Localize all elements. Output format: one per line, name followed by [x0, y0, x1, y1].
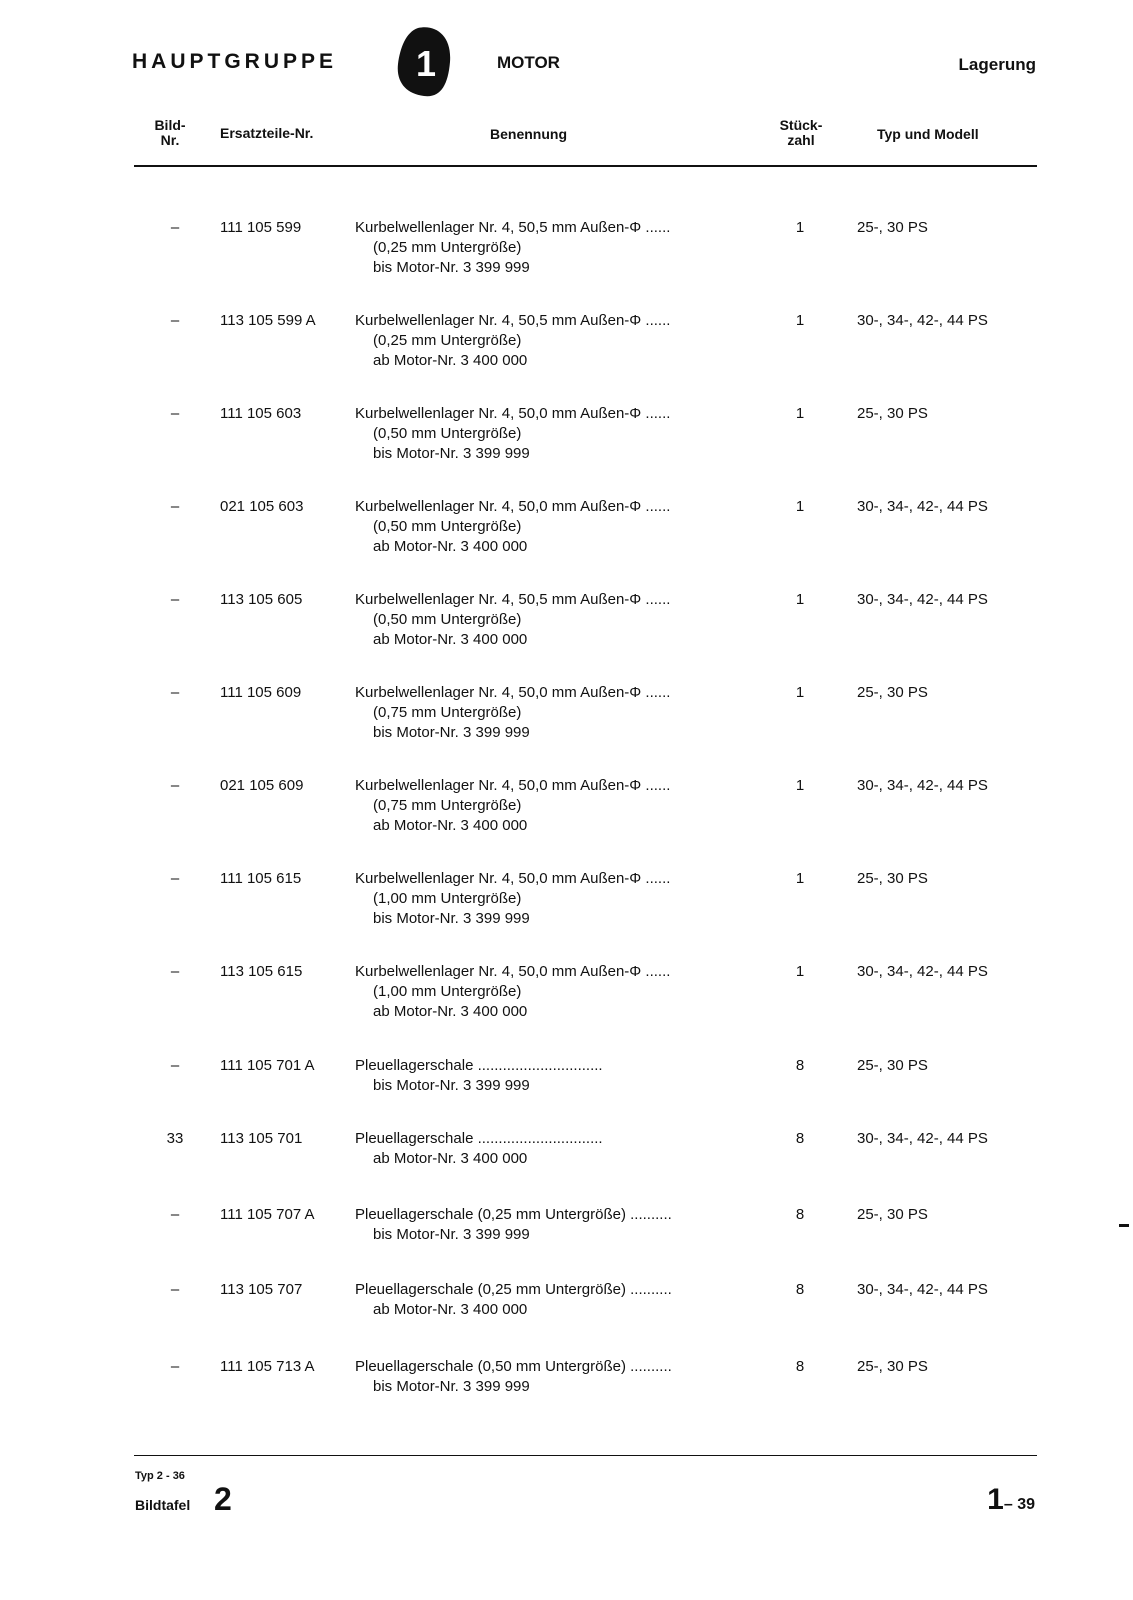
- description: [355, 1129, 761, 1169]
- type-model: 25-, 30 PS: [857, 219, 928, 236]
- description-detail: ab Motor-Nr. 3 400 000: [373, 1301, 528, 1318]
- footer-bildtafel-number: 2: [214, 1481, 232, 1517]
- page-number: [987, 1483, 1035, 1517]
- description-detail: bis Motor-Nr. 3 399 999: [373, 445, 530, 462]
- bild-nr: –: [170, 684, 180, 701]
- description-main: Kurbelwellenlager Nr. 4, 50,0 mm Außen-Φ ......: [355, 870, 671, 887]
- part-number: 113 105 701: [220, 1130, 303, 1147]
- description-detail: (0,50 mm Untergröße): [373, 611, 522, 628]
- footer-typ: Typ 2 - 36: [135, 1470, 185, 1482]
- description: [355, 497, 761, 557]
- bild-nr: –: [170, 219, 180, 236]
- quantity: 1: [795, 777, 805, 794]
- part-number: 111 105 603: [220, 405, 302, 422]
- quantity: 1: [795, 498, 805, 515]
- type-model: 25-, 30 PS: [857, 405, 928, 422]
- quantity: 1: [795, 963, 805, 980]
- description-main: Kurbelwellenlager Nr. 4, 50,0 mm Außen-Φ ......: [355, 963, 671, 980]
- description-detail: ab Motor-Nr. 3 400 000: [373, 1003, 528, 1020]
- description: [355, 776, 761, 836]
- description-detail: (0,25 mm Untergröße): [373, 332, 522, 349]
- part-number: 113 105 707: [220, 1281, 303, 1298]
- bild-nr: –: [170, 498, 180, 515]
- quantity: 1: [795, 684, 805, 701]
- type-model: 30-, 34-, 42-, 44 PS: [857, 1130, 988, 1147]
- part-number: 111 105 713 A: [220, 1358, 315, 1375]
- part-number: 021 105 609: [220, 777, 304, 794]
- description-detail: (1,00 mm Untergröße): [373, 890, 522, 907]
- quantity: 8: [795, 1057, 805, 1074]
- type-model: 25-, 30 PS: [857, 1358, 928, 1375]
- part-number: 111 105 599: [220, 219, 302, 236]
- header-divider: [134, 165, 1037, 167]
- description-main: Pleuellagerschale ..............................: [355, 1057, 603, 1074]
- description: [355, 1280, 761, 1320]
- description-main: Kurbelwellenlager Nr. 4, 50,5 mm Außen-Φ ......: [355, 312, 671, 329]
- description-detail: bis Motor-Nr. 3 399 999: [373, 724, 530, 741]
- bild-nr: –: [170, 405, 180, 422]
- description-main: Kurbelwellenlager Nr. 4, 50,0 mm Außen-Φ ......: [355, 405, 671, 422]
- group-number-badge: [396, 26, 452, 98]
- col-header-benennung: Benennung: [490, 126, 567, 142]
- description-main: Kurbelwellenlager Nr. 4, 50,5 mm Außen-Φ ......: [355, 591, 671, 608]
- description: [355, 590, 761, 650]
- bild-nr: –: [170, 1358, 180, 1375]
- description-detail: ab Motor-Nr. 3 400 000: [373, 631, 528, 648]
- page-number-major: 1: [987, 1483, 1004, 1516]
- type-model: 25-, 30 PS: [857, 870, 928, 887]
- page-number-minor: – 39: [1003, 1496, 1035, 1513]
- bild-nr: –: [170, 777, 180, 794]
- type-model: 30-, 34-, 42-, 44 PS: [857, 777, 988, 794]
- part-number: 113 105 605: [220, 591, 303, 608]
- type-model: 30-, 34-, 42-, 44 PS: [857, 498, 988, 515]
- description-detail: ab Motor-Nr. 3 400 000: [373, 1150, 528, 1167]
- description-detail: (0,75 mm Untergröße): [373, 797, 522, 814]
- col-header-stueckzahl: Stück- zahl: [779, 117, 823, 148]
- description-main: Pleuellagerschale (0,25 mm Untergröße) ..........: [355, 1281, 672, 1298]
- footer-bildtafel-label: Bildtafel: [135, 1497, 191, 1513]
- type-model: 30-, 34-, 42-, 44 PS: [857, 591, 988, 608]
- quantity: 1: [795, 591, 805, 608]
- bild-nr: 33: [166, 1130, 184, 1147]
- type-model: 25-, 30 PS: [857, 1057, 928, 1074]
- description-main: Kurbelwellenlager Nr. 4, 50,0 mm Außen-Φ ......: [355, 777, 671, 794]
- group-label: HAUPTGRUPPE: [132, 50, 338, 73]
- part-number: 111 105 701 A: [220, 1057, 315, 1074]
- section-title: Lagerung: [958, 55, 1036, 74]
- description: [355, 311, 761, 371]
- description-detail: bis Motor-Nr. 3 399 999: [373, 1077, 530, 1094]
- quantity: 8: [795, 1281, 805, 1298]
- description-main: Pleuellagerschale ..............................: [355, 1130, 603, 1147]
- quantity: 1: [795, 870, 805, 887]
- bild-nr: –: [170, 870, 180, 887]
- quantity: 8: [795, 1206, 805, 1223]
- type-model: 30-, 34-, 42-, 44 PS: [857, 963, 988, 980]
- bild-nr: –: [170, 1281, 180, 1298]
- description-detail: (0,25 mm Untergröße): [373, 239, 522, 256]
- quantity: 1: [795, 312, 805, 329]
- description-detail: bis Motor-Nr. 3 399 999: [373, 1226, 530, 1243]
- part-number: 111 105 615: [220, 870, 302, 887]
- description-detail: (1,00 mm Untergröße): [373, 983, 522, 1000]
- description-main: Kurbelwellenlager Nr. 4, 50,0 mm Außen-Φ ......: [355, 684, 671, 701]
- description: [355, 1056, 761, 1096]
- type-model: 30-, 34-, 42-, 44 PS: [857, 1281, 988, 1298]
- description-detail: bis Motor-Nr. 3 399 999: [373, 1378, 530, 1395]
- description-main: Kurbelwellenlager Nr. 4, 50,0 mm Außen-Φ ......: [355, 498, 671, 515]
- type-model: 30-, 34-, 42-, 44 PS: [857, 312, 988, 329]
- description: [355, 869, 761, 929]
- page-title: MOTOR: [497, 53, 560, 72]
- group-number: 1: [415, 43, 437, 84]
- description-main: Pleuellagerschale (0,50 mm Untergröße) ..........: [355, 1358, 672, 1375]
- part-number: 111 105 707 A: [220, 1206, 315, 1223]
- description-detail: (0,50 mm Untergröße): [373, 518, 522, 535]
- col-header-bild: Bild- Nr.: [154, 117, 186, 148]
- description-main: Pleuellagerschale (0,25 mm Untergröße) ..........: [355, 1206, 672, 1223]
- part-number: 021 105 603: [220, 498, 304, 515]
- quantity: 1: [795, 405, 805, 422]
- bild-nr: –: [170, 1057, 180, 1074]
- description: [355, 962, 761, 1022]
- col-header-typ: Typ und Modell: [877, 126, 979, 142]
- description-detail: ab Motor-Nr. 3 400 000: [373, 352, 528, 369]
- bild-nr: –: [170, 1206, 180, 1223]
- description-detail: ab Motor-Nr. 3 400 000: [373, 538, 528, 555]
- type-model: 25-, 30 PS: [857, 684, 928, 701]
- description: [355, 1205, 761, 1245]
- quantity: 8: [795, 1358, 805, 1375]
- description: [355, 683, 761, 743]
- part-number: 111 105 609: [220, 684, 302, 701]
- col-header-ersatzteil: Ersatzteile-Nr.: [220, 125, 314, 141]
- description-main: Kurbelwellenlager Nr. 4, 50,5 mm Außen-Φ ......: [355, 219, 671, 236]
- quantity: 1: [795, 219, 805, 236]
- type-model: 25-, 30 PS: [857, 1206, 928, 1223]
- part-number: 113 105 599 A: [220, 312, 316, 329]
- description-detail: bis Motor-Nr. 3 399 999: [373, 910, 530, 927]
- description-detail: ab Motor-Nr. 3 400 000: [373, 817, 528, 834]
- description-detail: (0,50 mm Untergröße): [373, 425, 522, 442]
- bild-nr: –: [170, 963, 180, 980]
- description: [355, 218, 761, 278]
- description-detail: bis Motor-Nr. 3 399 999: [373, 259, 530, 276]
- description: [355, 1357, 761, 1397]
- description-detail: (0,75 mm Untergröße): [373, 704, 522, 721]
- quantity: 8: [795, 1130, 805, 1147]
- margin-mark: [1119, 1224, 1129, 1227]
- footer-divider: [134, 1455, 1037, 1456]
- part-number: 113 105 615: [220, 963, 303, 980]
- bild-nr: –: [170, 591, 180, 608]
- description: [355, 404, 761, 464]
- bild-nr: –: [170, 312, 180, 329]
